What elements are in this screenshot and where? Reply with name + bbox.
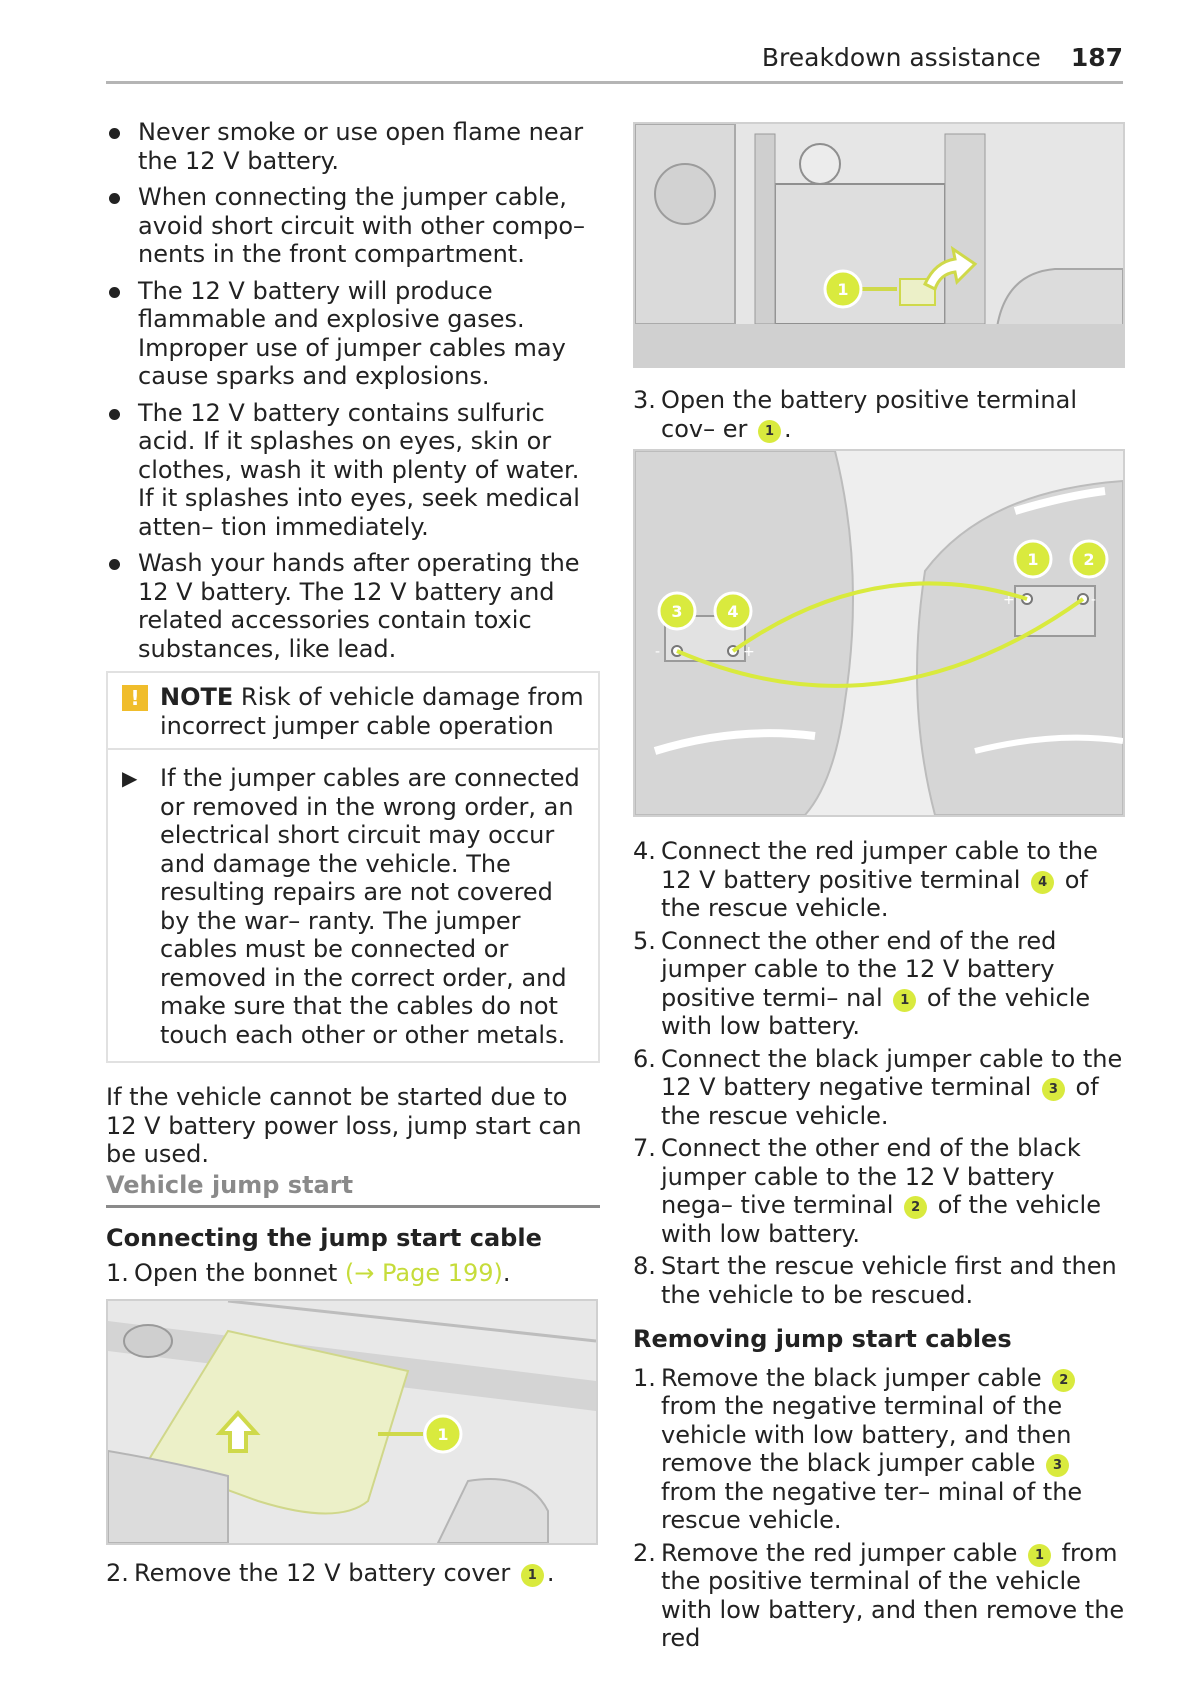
callout-badge: 3 <box>1042 1078 1065 1101</box>
page-header <box>106 44 1123 73</box>
step-6 <box>633 1045 1125 1131</box>
note-body-text: If the jumper cables are connected or removed in the wrong order, an electrical short circuit may occur and damage the vehicle. The resulting repairs are not covered by the war– ranty. The jumper cables must be connected or removed in the correct order, and make sure that the cables do not touch each other or other metals. <box>160 764 580 1049</box>
subheading-vehicle-jump-start: Vehicle jump start <box>106 1171 600 1209</box>
step-text: Remove the black jumper cable <box>661 1363 1050 1392</box>
heading-connecting: Connecting the jump start cable <box>106 1224 542 1252</box>
step-text: Connect the black jumper cable to the 12 V battery negative terminal <box>661 1044 1123 1101</box>
step-8 <box>633 1252 1125 1309</box>
figure-callout: 4 <box>727 602 739 621</box>
list-item: When connecting the jumper cable, avoid short circuit with other compo– nents in the front compartment. <box>106 183 600 269</box>
page-number: 187 <box>1070 43 1123 72</box>
step-text-end: from the negative ter– minal of the rescue vehicle. <box>661 1477 1083 1534</box>
figure-callout: 1 <box>1027 550 1039 569</box>
note-box <box>106 671 600 1063</box>
step-text: Connect the other end of the black jumper cable to the 12 V battery nega– tive terminal <box>661 1134 1081 1219</box>
connection-steps <box>633 837 1125 1309</box>
terminal-sign: + <box>743 644 755 660</box>
triangle-right-icon: ▶ <box>122 766 138 790</box>
step-end: . <box>502 1258 511 1287</box>
callout-badge: 1 <box>1028 1544 1051 1567</box>
heading-removing: Removing jump start cables <box>633 1325 1012 1353</box>
note-header <box>108 673 598 750</box>
step-number: 1. <box>633 1363 656 1392</box>
step-number: 1. <box>106 1258 129 1287</box>
step-text-end: of the vehicle with low battery. <box>661 1191 1101 1248</box>
step-text: Open the battery positive terminal cov– er <box>661 386 1077 443</box>
figure-callout: 3 <box>671 602 683 621</box>
step-number: 3. <box>633 386 656 414</box>
step-text-mid: from the negative terminal of the vehicle with low battery, and then remove the black jumper cable <box>661 1392 1072 1477</box>
figure-bonnet <box>106 1299 598 1545</box>
callout-badge: 2 <box>1052 1369 1075 1392</box>
figure-terminal-connection <box>633 449 1125 817</box>
step-4 <box>633 837 1125 923</box>
note-body <box>108 750 598 1061</box>
callout-badge: 2 <box>904 1196 927 1219</box>
terminal-connection-illustration <box>635 451 1123 815</box>
right-column <box>633 122 1125 1653</box>
step-end: . <box>546 1559 555 1587</box>
list-item: Wash your hands after operating the 12 V battery. The 12 V battery and related accessories contain toxic substances, like lead. <box>106 549 600 663</box>
intro-paragraph: If the vehicle cannot be started due to 12 V battery power loss, jump start can be used. <box>106 1083 582 1168</box>
bonnet-illustration <box>108 1301 596 1543</box>
terminal-sign: - <box>1091 592 1097 608</box>
safety-bullet-list <box>106 118 600 663</box>
step-text-end: of the rescue vehicle. <box>661 865 1088 922</box>
note-label: NOTE <box>160 683 234 711</box>
step-text: Remove the red jumper cable <box>661 1538 1025 1567</box>
step-end: . <box>783 414 792 443</box>
removal-steps <box>633 1364 1125 1653</box>
step-number: 2. <box>633 1538 656 1567</box>
list-item: Never smoke or use open flame near the 12 V battery. <box>106 118 600 175</box>
step-number: 6. <box>633 1044 656 1073</box>
callout-badge: 1 <box>521 1564 544 1587</box>
battery-cover-illustration <box>635 124 1123 366</box>
step-5 <box>633 927 1125 1041</box>
note-title <box>160 683 590 740</box>
terminal-sign: + <box>1003 592 1015 608</box>
callout-badge: 1 <box>758 420 781 443</box>
figure-battery-cover <box>633 122 1125 368</box>
figure-callout: 1 <box>437 1425 449 1444</box>
remove-step-2 <box>633 1539 1125 1653</box>
step-number: 5. <box>633 926 656 955</box>
note-title-text: Risk of vehicle damage from incorrect jumper cable operation <box>160 683 584 740</box>
figure-callout: 1 <box>837 280 849 299</box>
step-1 <box>106 1259 600 1288</box>
callout-badge: 4 <box>1031 871 1054 894</box>
step-text-end: from the positive terminal of the vehicle with low battery, and then remove the red <box>661 1538 1125 1652</box>
page-link[interactable]: (→ Page 199) <box>344 1258 503 1287</box>
step-number: 2. <box>106 1559 129 1587</box>
callout-badge: 1 <box>893 989 916 1012</box>
list-item: The 12 V battery will produce flammable and explosive gases. Improper use of jumper cables may cause sparks and explosions. <box>106 277 600 391</box>
section-title: Breakdown assistance <box>761 43 1041 72</box>
figure-callout: 2 <box>1083 550 1095 569</box>
terminal-sign: - <box>655 644 661 660</box>
step-text: Open the bonnet <box>134 1258 345 1287</box>
left-column <box>106 118 600 1588</box>
step-text-end: of the rescue vehicle. <box>661 1073 1099 1130</box>
step-text-end: of the vehicle with low battery. <box>661 983 1091 1040</box>
step-text: Connect the other end of the red jumper cable to the 12 V battery positive termi– nal <box>661 926 1057 1012</box>
step-3 <box>633 386 1125 443</box>
remove-step-1 <box>633 1364 1125 1535</box>
step-text: Start the rescue vehicle first and then the vehicle to be rescued. <box>661 1252 1117 1309</box>
step-number: 8. <box>633 1252 656 1280</box>
step-number: 4. <box>633 837 656 865</box>
header-divider <box>106 81 1123 84</box>
step-2 <box>106 1559 600 1588</box>
list-item: The 12 V battery contains sulfuric acid. If it splashes on eyes, skin or clothes, wash it with plenty of water. If it splashes into eyes, seek medical atten– tion immediately. <box>106 399 600 542</box>
step-7 <box>633 1134 1125 1248</box>
step-text: Remove the 12 V battery cover <box>134 1559 518 1587</box>
step-number: 7. <box>633 1134 656 1162</box>
warning-icon: ! <box>122 685 148 711</box>
step-text: Connect the red jumper cable to the 12 V battery positive terminal <box>661 837 1098 894</box>
callout-badge: 3 <box>1046 1454 1069 1477</box>
